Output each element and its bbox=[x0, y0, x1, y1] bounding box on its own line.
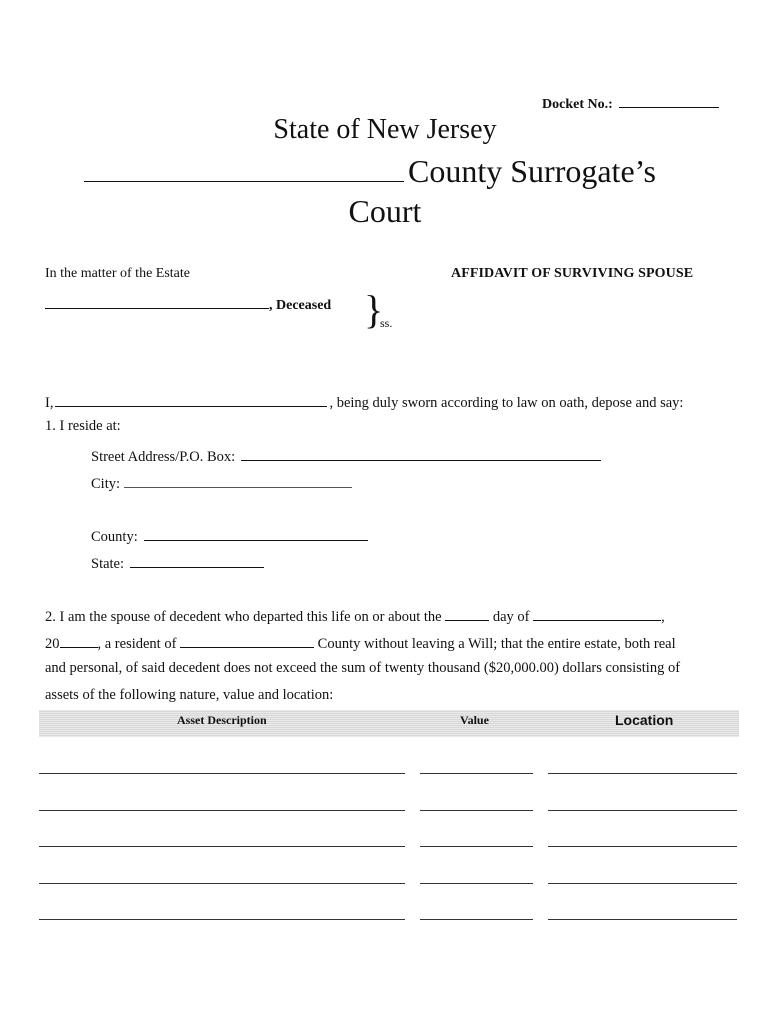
affiant-line bbox=[45, 392, 683, 412]
county-name-field[interactable] bbox=[84, 151, 404, 182]
asset-value-field[interactable] bbox=[420, 919, 533, 920]
state-row bbox=[91, 553, 264, 573]
city-field[interactable] bbox=[124, 473, 352, 488]
asset-description-field[interactable] bbox=[39, 846, 405, 847]
brace-symbol: } bbox=[364, 287, 384, 332]
county-row bbox=[91, 526, 368, 546]
docket-label: Docket No.: bbox=[542, 97, 613, 112]
ss-label: ss. bbox=[380, 316, 393, 330]
docket-number-field[interactable] bbox=[619, 93, 719, 108]
asset-value-field[interactable] bbox=[420, 846, 533, 847]
deceased-label: , Deceased bbox=[269, 298, 332, 313]
asset-value-field[interactable] bbox=[420, 773, 533, 774]
city-row bbox=[91, 473, 352, 493]
asset-location-field[interactable] bbox=[548, 773, 737, 774]
deceased-line bbox=[45, 294, 331, 314]
county-surrogate-label: County Surrogate’s bbox=[408, 153, 656, 189]
resident-county-field[interactable] bbox=[180, 633, 314, 648]
street-address-row bbox=[91, 446, 601, 466]
asset-description-field[interactable] bbox=[39, 773, 405, 774]
death-month-field[interactable] bbox=[533, 606, 661, 621]
street-label: Street Address/P.O. Box: bbox=[91, 449, 236, 465]
matter-of-estate-label: In the matter of the Estate bbox=[45, 266, 190, 281]
reside-label: 1. I reside at: bbox=[45, 418, 121, 434]
affidavit-title: AFFIDAVIT OF SURVIVING SPOUSE bbox=[451, 266, 694, 281]
para2-text-b2: , a resident of bbox=[97, 636, 177, 652]
docket-number bbox=[542, 93, 719, 113]
county-field[interactable] bbox=[144, 526, 368, 541]
death-day-field[interactable] bbox=[445, 606, 489, 621]
asset-description-field[interactable] bbox=[39, 810, 405, 811]
state-label: State: bbox=[91, 556, 125, 572]
para2-text-b3: County without leaving a Will; that the entire estate, both real bbox=[317, 636, 676, 652]
state-title: State of New Jersey bbox=[273, 114, 497, 145]
para2-text-a2: day of bbox=[492, 609, 530, 625]
para2-line4: assets of the following nature, value and location: bbox=[45, 687, 334, 703]
decedent-name-field[interactable] bbox=[45, 294, 269, 309]
para2-line3: and personal, of said decedent does not exceed the sum of twenty thousand ($20,000.00) dollars consisting of bbox=[45, 660, 681, 676]
state-field[interactable] bbox=[130, 553, 264, 568]
asset-location-field[interactable] bbox=[548, 846, 737, 847]
affiant-name-field[interactable] bbox=[55, 392, 327, 407]
para2-text-a1: 2. I am the spouse of decedent who departed this life on or about the bbox=[45, 609, 442, 625]
asset-location-field[interactable] bbox=[548, 883, 737, 884]
asset-value-field[interactable] bbox=[420, 810, 533, 811]
para2-text-b1: 20 bbox=[45, 636, 60, 652]
asset-location-field[interactable] bbox=[548, 919, 737, 920]
death-year-field[interactable] bbox=[60, 633, 98, 648]
asset-description-field[interactable] bbox=[39, 919, 405, 920]
column-header-value: Value bbox=[460, 713, 489, 727]
column-header-location: Location bbox=[615, 712, 674, 728]
para2-line2 bbox=[45, 633, 676, 653]
para2-text-a3: , bbox=[661, 609, 665, 625]
column-header-asset: Asset Description bbox=[177, 713, 267, 727]
asset-description-field[interactable] bbox=[39, 883, 405, 884]
county-label: County: bbox=[91, 529, 138, 545]
i-label: I, bbox=[45, 395, 54, 411]
court-title: Court bbox=[348, 193, 422, 229]
asset-value-field[interactable] bbox=[420, 883, 533, 884]
street-address-field[interactable] bbox=[241, 446, 601, 461]
city-label: City: bbox=[91, 476, 121, 492]
para2-line1 bbox=[45, 606, 665, 626]
county-court-title bbox=[84, 151, 656, 190]
sworn-text: , being duly sworn according to law on oath, depose and say: bbox=[329, 395, 684, 411]
asset-location-field[interactable] bbox=[548, 810, 737, 811]
